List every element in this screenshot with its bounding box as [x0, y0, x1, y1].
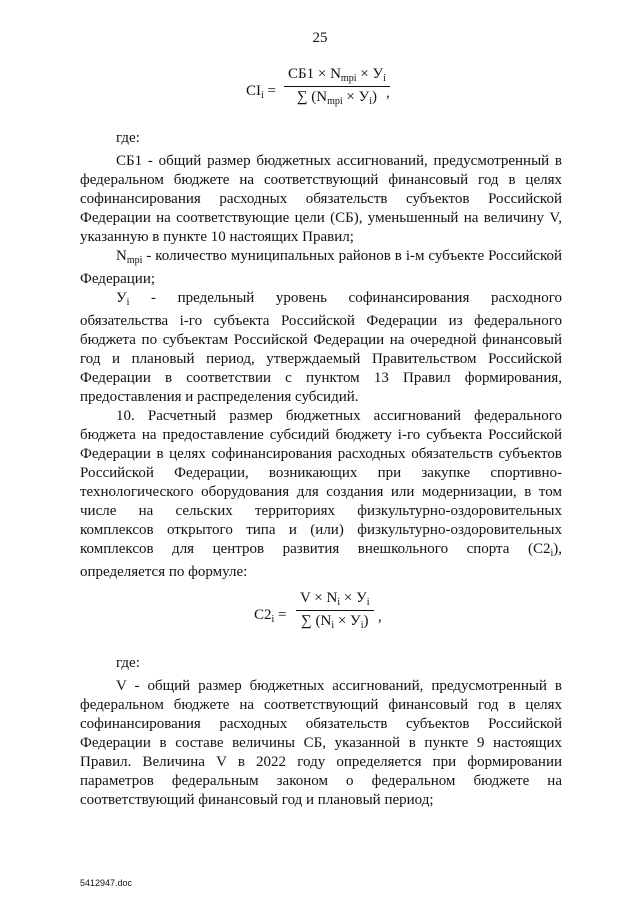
- formula-c2i-fraction: [296, 590, 374, 631]
- paragraph-10: 10. Расчетный размер бюджетных ассигнований федерального бюджета на предоставление субсидий бюджету i-го субъекта Российской Федерации в целях софинансирования расходных обязательств субъектов Российской Федерации, возникающих при закупке спортивно-технологического оборудования для создания или модернизации, в том числе на сельских территориях физкультурно-оздоровительных комплексов открытого типа и (или) физкультурно-оздоровительных комплексов для центров развития внешкольного спорта $(С2_i)$, определяется по формуле:: [80, 408, 562, 580]
- definition-yi: $У_i$ - предельный уровень софинансирования расходного обязательства i-го субъекта Российской Федерации из федерального бюджета по субъектам Российской Федерации на очередной финансовый год и плановый период, утверждаемый Правительством Российской Федерации в соответствии с пунктом 13 Правил формирования, предоставления и распределения субсидий.: [80, 290, 562, 405]
- definitions-block-1: [80, 152, 562, 582]
- page-number: 25: [312, 30, 328, 46]
- definitions-block-2: [80, 677, 562, 810]
- formula-ci-fraction: [284, 66, 390, 107]
- formula-c2i-lhs: $C2_i$ =: [254, 607, 287, 625]
- formula-ci-lhs: $CI_i$ =: [246, 83, 276, 101]
- definition-v: V - общий размер бюджетных ассигнований, предусмотренный в федеральном бюджете на соответствующий финансовый год в целях софинансирования расходных обязательств субъектов Российской Федерации в составе величины СБ, указанной в пункте 9 настоящих Правил. Величина V в 2022 году определяется при формировании параметров федеральным законом о федеральном бюджете на соответствующий финансовый год и плановый период;: [80, 678, 562, 808]
- formula-c2i-denominator: ∑ $(N_i \times У_i)$: [301, 613, 369, 631]
- formula-c2i: [0, 590, 640, 650]
- definition-nmpi: $N_{mpi}$ - количество муниципальных районов в i-м субъекте Российской Федерации;: [80, 248, 562, 287]
- formula-ci-denominator: ∑ $(N_{mpi} \times У_i)$: [296, 89, 378, 107]
- where-label-1: где:: [116, 130, 140, 146]
- where-label-2: где:: [116, 655, 140, 671]
- definition-sb1: СБ1 - общий размер бюджетных ассигнований, предусмотренный в федеральном бюджете на соответствующий финансовый год в целях софинансирования расходных обязательств субъектов Российской Федерации на соответствующие цели (СБ), уменьшенный на величину V, указанную в пункте 10 настоящих Правил;: [80, 153, 562, 245]
- document-filename: 5412947.doc: [80, 878, 133, 888]
- formula-ci: [0, 66, 640, 126]
- formula-ci-numerator: $СБ1 \times N_{mpi} \times У_i$: [284, 66, 390, 87]
- formula-ci-comma: ,: [386, 85, 390, 101]
- formula-c2i-numerator: $V \times N_i \times У_i$: [296, 590, 374, 611]
- formula-c2i-comma: ,: [378, 609, 382, 625]
